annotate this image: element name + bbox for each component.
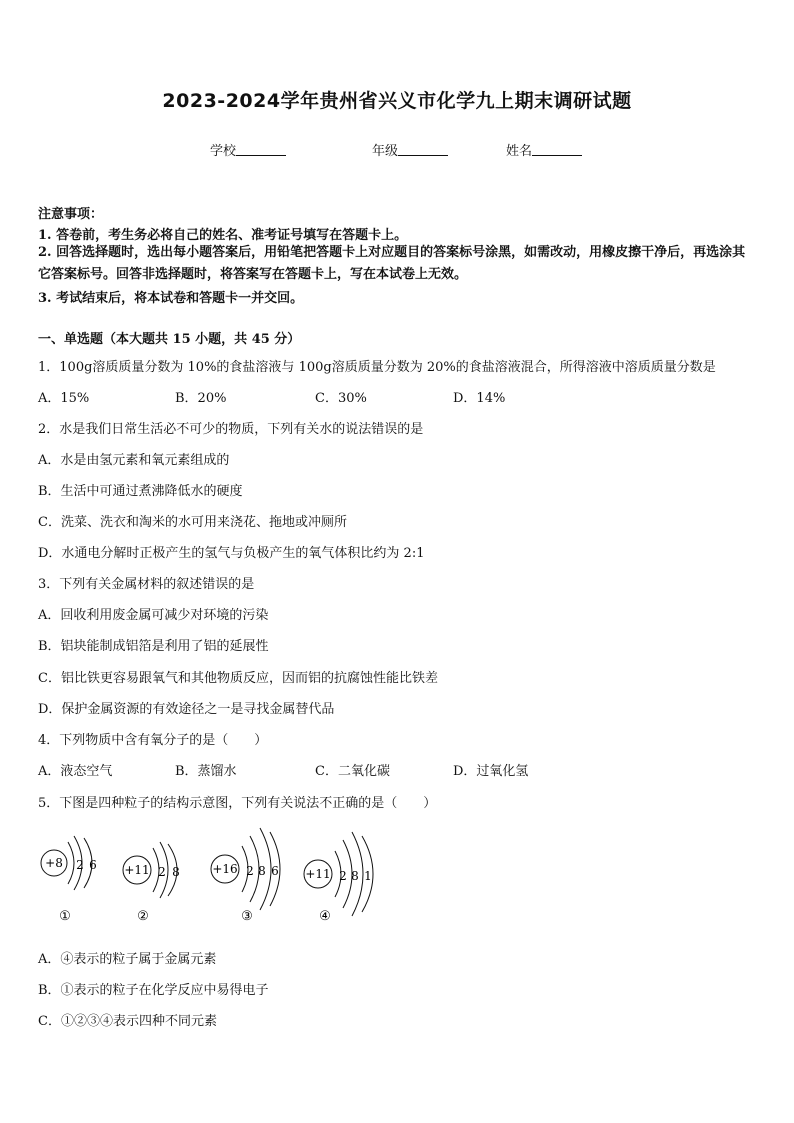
notice-item-2: 2. 回答选择题时，选出每小题答案后，用铅笔把答题卡上对应题目的答案标号涂黑，如需改动，用橡皮擦干净后，再选涂其它答案标号。回答非选择题时，将答案写在答题卡上，写在本试卷上无效。 <box>38 245 746 282</box>
grade-label: 年级 <box>372 144 399 159</box>
question-4-option-b[interactable]: B．蒸馏水 <box>175 764 237 779</box>
school-label: 学校 <box>210 144 237 159</box>
question-5-option-b[interactable]: B．①表示的粒子在化学反应中易得电子 <box>38 983 269 998</box>
particle-3-shell-2: 8 <box>258 864 266 878</box>
question-3-option-b[interactable]: B．铝块能制成铝箔是利用了铝的延展性 <box>38 639 269 654</box>
atomic-structure-diagram <box>30 818 390 928</box>
particle-2-shell-1: 2 <box>158 865 166 879</box>
notice-item-1: 1. 答卷前，考生务必将自己的姓名、准考证号填写在答题卡上。 <box>38 228 408 243</box>
question-3-stem: 3．下列有关金属材料的叙述错误的是 <box>38 577 255 592</box>
question-5-stem: 5．下图是四种粒子的结构示意图，下列有关说法不正确的是（ ） <box>38 796 437 811</box>
grade-field <box>372 140 448 159</box>
question-3-option-d[interactable]: D．保护金属资源的有效途径之一是寻找金属替代品 <box>38 702 335 717</box>
question-1-option-a[interactable]: A．15% <box>38 391 90 406</box>
school-blank <box>236 142 286 156</box>
particle-3-shell-1: 2 <box>246 864 254 878</box>
question-4-option-d[interactable]: D．过氧化氢 <box>453 764 529 779</box>
notice-heading: 注意事项： <box>38 207 104 222</box>
particle-1-label: ① <box>59 909 71 924</box>
question-2-option-d[interactable]: D．水通电分解时正极产生的氢气与负极产生的氧气体积比约为 2:1 <box>38 546 425 561</box>
page-title: 2023-2024学年贵州省兴义市化学九上期末调研试题 <box>162 90 632 112</box>
question-1-stem: 1．100g溶质质量分数为 10%的食盐溶液与 100g溶质质量分数为 20%的食盐溶液混合，所得溶液中溶质质量分数是 <box>38 360 716 375</box>
particle-3-shell-3: 6 <box>271 864 279 878</box>
notice-item-3: 3. 考试结束后，将本试卷和答题卡一并交回。 <box>38 291 304 306</box>
particle-2-label: ② <box>137 909 149 924</box>
particle-4-shell-1: 2 <box>339 869 347 883</box>
question-2-option-a[interactable]: A．水是由氢元素和氧元素组成的 <box>38 453 230 468</box>
grade-blank <box>398 142 448 156</box>
name-label: 姓名 <box>506 144 533 159</box>
question-4-stem: 4．下列物质中含有氧分子的是（ ） <box>38 733 268 748</box>
question-1-option-d[interactable]: D．14% <box>453 391 506 406</box>
particle-3-nucleus: +16 <box>212 862 238 876</box>
particle-3 <box>211 828 280 924</box>
question-2-option-c[interactable]: C．洗菜、洗衣和淘米的水可用来浇花、拖地或冲厕所 <box>38 515 347 530</box>
student-info-row <box>0 140 794 160</box>
particle-4-shell-2: 8 <box>351 869 359 883</box>
particle-2-shell-2: 8 <box>172 865 180 879</box>
particle-1-shell-1: 2 <box>76 858 84 872</box>
particle-4 <box>304 832 373 924</box>
particle-3-label: ③ <box>241 909 253 924</box>
question-5-option-a[interactable]: A．④表示的粒子属于金属元素 <box>38 952 217 967</box>
particle-1 <box>41 836 97 924</box>
particle-1-shell-arc-1 <box>68 842 74 884</box>
question-4-option-c[interactable]: C．二氧化碳 <box>315 764 390 779</box>
name-field <box>506 140 582 159</box>
question-3-option-c[interactable]: C．铝比铁更容易跟氧气和其他物质反应，因而铝的抗腐蚀性能比铁差 <box>38 671 438 686</box>
particle-4-shell-3: 1 <box>364 869 372 883</box>
particle-2-nucleus: +11 <box>124 863 150 877</box>
particle-4-nucleus: +11 <box>305 867 331 881</box>
particle-2 <box>123 842 180 924</box>
question-5-option-c[interactable]: C．①②③④表示四种不同元素 <box>38 1014 217 1029</box>
question-4-option-a[interactable]: A．液态空气 <box>38 764 113 779</box>
name-blank <box>532 142 582 156</box>
particle-4-label: ④ <box>319 909 331 924</box>
question-1-option-c[interactable]: C．30% <box>315 391 367 406</box>
school-field <box>210 140 286 159</box>
question-2-option-b[interactable]: B．生活中可通过煮沸降低水的硬度 <box>38 484 243 499</box>
particle-1-nucleus: +8 <box>45 856 63 870</box>
particle-1-shell-2: 6 <box>89 858 97 872</box>
question-1-option-b[interactable]: B．20% <box>175 391 227 406</box>
section-heading: 一、单选题（本大题共 15 小题，共 45 分） <box>38 332 301 347</box>
question-2-stem: 2．水是我们日常生活必不可少的物质，下列有关水的说法错误的是 <box>38 422 424 437</box>
question-3-option-a[interactable]: A．回收利用废金属可减少对环境的污染 <box>38 608 269 623</box>
